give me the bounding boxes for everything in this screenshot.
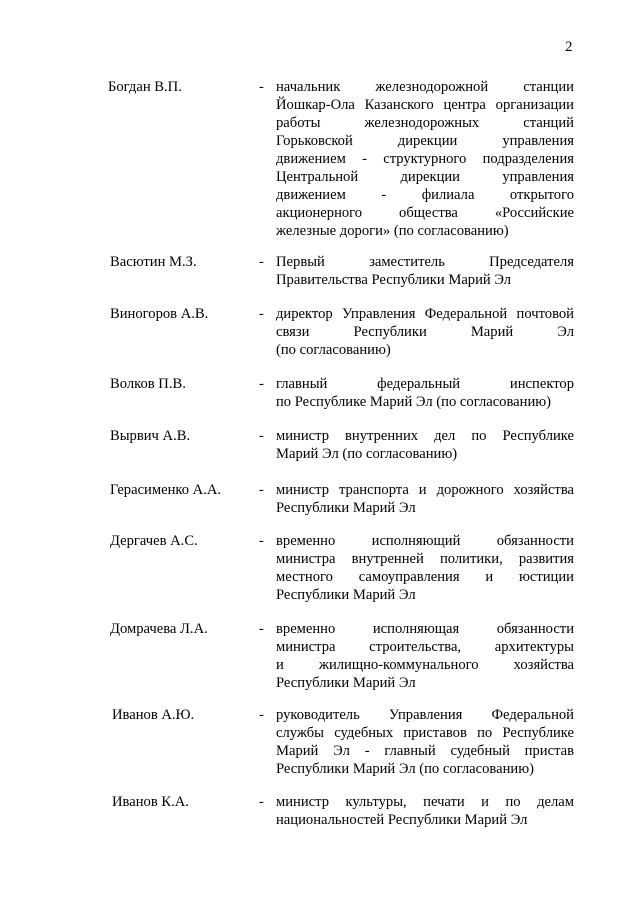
separator-dash: -: [259, 254, 264, 270]
member-name: Иванов К.А.: [112, 794, 189, 810]
member-name: Волков П.В.: [110, 376, 186, 392]
member-name: Вырвич А.В.: [110, 428, 191, 444]
position-line: Горьковской дирекции управления: [276, 133, 574, 149]
member-position: [276, 532, 574, 604]
position-line: временно исполняющая обязанности: [276, 621, 574, 637]
position-line: временно исполняющий обязанности: [276, 533, 574, 549]
member-name: Дергачев А.С.: [110, 533, 198, 549]
position-line: министр транспорта и дорожного хозяйства: [276, 482, 574, 498]
position-line: движением - структурного подразделения: [276, 151, 574, 167]
position-line: Марий Эл (по согласованию): [276, 446, 458, 462]
position-line: министра внутренней политики, развития: [276, 551, 574, 567]
position-line: Республики Марий Эл (по согласованию): [276, 761, 534, 777]
member-name: Виногоров А.В.: [110, 306, 209, 322]
member-name: Иванов А.Ю.: [112, 707, 195, 723]
position-line: Правительства Республики Марий Эл: [276, 272, 512, 288]
position-line: связи Республики Марий Эл: [276, 324, 574, 340]
member-name: Герасименко А.А.: [110, 482, 222, 498]
separator-dash: -: [259, 707, 264, 723]
position-line: железные дороги» (по согласованию): [276, 223, 509, 239]
member-position: [276, 305, 574, 359]
member-position: [276, 78, 574, 240]
position-line: главный федеральный инспектор: [276, 376, 574, 392]
position-line: директор Управления Федеральной почтовой: [276, 306, 574, 322]
member-name: Домрачева Л.А.: [110, 621, 208, 637]
position-line: национальностей Республики Марий Эл: [276, 812, 528, 828]
page-number: 2: [565, 39, 573, 55]
position-line: Центральной дирекции управления: [276, 169, 574, 185]
separator-dash: -: [259, 79, 264, 95]
separator-dash: -: [259, 533, 264, 549]
position-line: движением - филиала открытого: [276, 187, 574, 203]
member-position: [276, 375, 574, 411]
position-line: местного самоуправления и юстиции: [276, 569, 574, 585]
member-position: [276, 253, 574, 289]
position-line: по Республике Марий Эл (по согласованию): [276, 394, 552, 410]
member-name: Богдан В.П.: [108, 79, 182, 95]
position-line: министра строительства, архитектуры: [276, 639, 574, 655]
position-line: Марий Эл - главный судебный пристав: [276, 743, 574, 759]
separator-dash: -: [259, 482, 264, 498]
position-line: акционерного общества «Российские: [276, 205, 574, 221]
separator-dash: -: [259, 794, 264, 810]
member-position: [276, 793, 574, 829]
position-line: службы судебных приставов по Республике: [276, 725, 574, 741]
position-line: руководитель Управления Федеральной: [276, 707, 574, 723]
position-line: Первый заместитель Председателя: [276, 254, 574, 270]
position-line: начальник железнодорожной станции: [276, 79, 574, 95]
position-line: Йошкар-Ола Казанского центра организации: [276, 97, 574, 113]
member-position: [276, 620, 574, 692]
position-line: работы железнодорожных станций: [276, 115, 574, 131]
member-position: [276, 481, 574, 517]
position-line: Республики Марий Эл: [276, 587, 416, 603]
separator-dash: -: [259, 428, 264, 444]
position-line: Республики Марий Эл: [276, 500, 416, 516]
position-line: министр культуры, печати и по делам: [276, 794, 574, 810]
separator-dash: -: [259, 621, 264, 637]
member-position: [276, 706, 574, 778]
position-line: Республики Марий Эл: [276, 675, 416, 691]
position-line: и жилищно-коммунального хозяйства: [276, 657, 574, 673]
separator-dash: -: [259, 306, 264, 322]
separator-dash: -: [259, 376, 264, 392]
member-name: Васютин М.З.: [110, 254, 197, 270]
member-position: [276, 427, 574, 463]
position-line: (по согласованию): [276, 342, 391, 358]
position-line: министр внутренних дел по Республике: [276, 428, 574, 444]
